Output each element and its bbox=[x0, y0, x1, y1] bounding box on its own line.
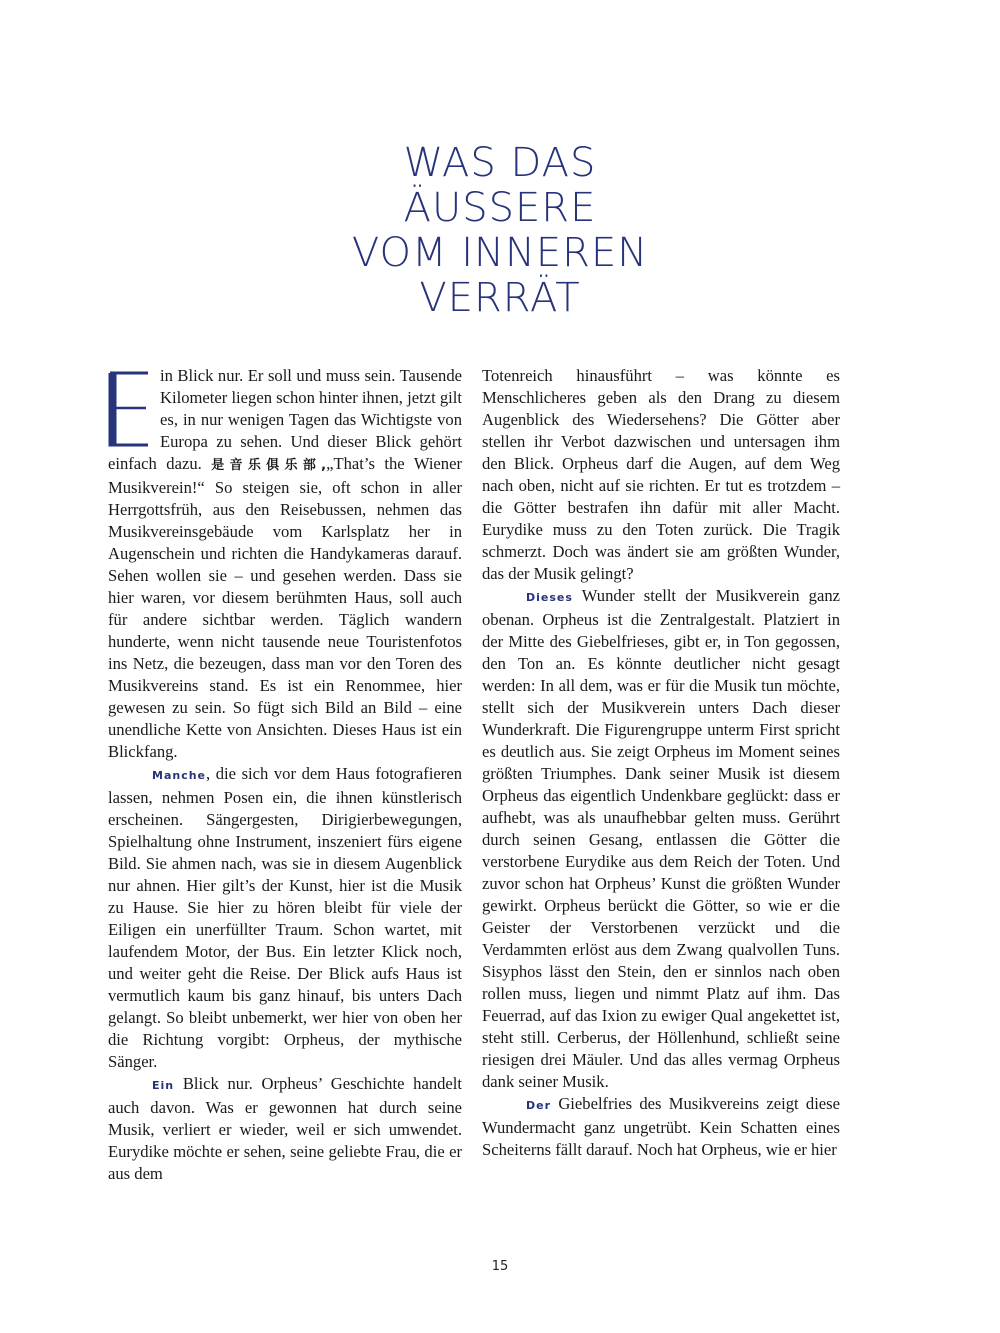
left-paragraph-1-text: in Blick nur. Er soll und muss sein. Tausende Kilometer liegen schon hinter ihnen, jetzt gilt es, in nur wenigen Tagen das Wichtigste von Europa zu sehen. Und dieser Blick gehört einfach dazu. bbox=[108, 366, 462, 473]
page-number: 15 bbox=[491, 1259, 509, 1274]
drop-cap-letter-e bbox=[108, 371, 150, 447]
title-line-1: WAS DAS bbox=[403, 140, 597, 186]
right-paragraph-3 bbox=[482, 1093, 840, 1161]
right-paragraph-1: Totenreich hinausführt – was könnte es Menschlicheres geben als den Drang zu diesem Augenblick des Wiedersehens? Die Götter aber stellen ihr Verbot dazwischen und untersagen ihm den Blick. Orpheus darf die Augen, auf dem Weg nach oben, nicht auf sie richten. Er tut es trotzdem – die Götter bestrafen ihn dafür mit aller Macht. Eurydike muss zu den Toten zurück. Die Tragik schmerzt. Doch was ändert sie am größten Wunder, das der Musik gelingt? bbox=[482, 366, 840, 583]
right-paragraph-2-text: Wunder stellt der Musikverein ganz obenan. Orpheus ist die Zentralgestalt. Platziert in der Mitte des Giebelfrieses, gibt er, in Ton gegossen, den Ton an. Es könnte deutlicher nicht gesagt werden: In all dem, was er für die Musik tun möchte, stellt sich der Musikverein unters Dach dieser Wunderkraft. Die Figurengruppe unterm First spricht es deutlich aus. Sie zeigt Orpheus im Moment seines größten Triumphes. Dank seiner Musik ist diesem Orpheus das eigentlich Undenkbare geglückt: dass er aufhebt, was als unaufhebbar gelten muss. Gerührt durch seinen Gesang, entlassen die Götter die verstorbene Eurydike aus dem Reich der Toten. Und zuvor schon hat Orpheus’ Kunst die größten Wunder gewirkt. Orpheus berückt die Götter, so wie er die Geister der Verstorbenen verzückt und die Verdammten erlöst aus dem Zwang qualvollen Tuns. Sisyphos lässt den Stein, den er sinnlos nach oben rollen muss, liegen und nimmt Platz auf ihm. Das Feuerrad, auf das Ixion zu ewiger Qual angekettet ist, steht still. Cerberus, der Höllenhund, schließt seine riesigen drei Mäuler. Und das alles vermag Orpheus dank seiner Musik. bbox=[482, 586, 840, 1091]
lead-word-der: Der bbox=[526, 1099, 552, 1112]
title-line-3: VOM INNEREN bbox=[351, 230, 649, 276]
chinese-phrase: 是音乐俱乐部, bbox=[211, 458, 327, 473]
left-paragraph-2 bbox=[108, 763, 462, 1073]
drop-cap bbox=[108, 371, 150, 447]
left-paragraph-1-rest: „That’s the Wiener Musikverein!“ So steigen sie, oft schon in aller Herrgottsfrüh, aus den Reisebussen, nehmen das Musikvereinsgebäude vom Karlsplatz her in Augenschein und richten die Handykameras darauf. Sehen wollen sie – und gesehen werden. Dass sie hier waren, vor diesem berühmten Haus, soll auch für andere sichtbar werden. Täglich wandern hunderte, wenn nicht tausende neue Touristenfotos ins Netz, die bezeugen, dass man vor den Toren des Musikvereins stand. Es ist ein Renommee, hier gewesen zu sein. So fügt sich Bild an Bild – eine unendliche Kette von Ansichten. Dieses Haus ist ein Blickfang. bbox=[108, 454, 462, 761]
article-title bbox=[0, 141, 1000, 321]
left-column bbox=[108, 365, 462, 1185]
lead-word-manche: Manche bbox=[152, 769, 207, 782]
right-paragraph-2 bbox=[482, 585, 840, 1093]
left-paragraph-3-text: Blick nur. Orpheus’ Geschichte handelt auch davon. Was er gewonnen hat durch seine Musik, verliert er wieder, weil er sich umwendet. Eurydike möchte er sehen, seine geliebte Frau, die er aus dem bbox=[108, 1074, 462, 1183]
right-paragraph-3-text: Giebelfries des Musikvereins zeigt diese Wundermacht ganz ungetrübt. Kein Schatten eines Scheiterns fällt darauf. Noch hat Orpheus, wie er hier bbox=[482, 1094, 840, 1159]
left-paragraph-3 bbox=[108, 1073, 462, 1185]
title-line-2: ÄUSSERE bbox=[403, 185, 597, 231]
right-column bbox=[482, 365, 840, 1161]
lead-word-ein: Ein bbox=[152, 1079, 175, 1092]
title-line-4: VERRÄT bbox=[419, 275, 581, 321]
left-paragraph-1 bbox=[108, 365, 462, 763]
left-paragraph-2-text: , die sich vor dem Haus fotografieren lassen, nehmen Posen ein, die ihnen künstlerisch erscheinen. Sängergesten, Dirigierbewegungen, Spielhaltung ohne Instrument, inszeniert fürs eigene Bild. Sie ahmen nach, was sie in diesem Augenblick nur ahnen. Hier gilt’s der Kunst, hier ist die Musik zu Hause. Sie hier zu hören bleibt für viele der Eiligen ein unerfüllter Traum. Schon wartet, mit laufendem Motor, der Bus. Ein letzter Klick noch, und weiter geht die Reise. Der Blick aufs Haus ist vermutlich kaum bis ganz hinauf, bis unters Dach gelangt. So bleibt unbemerkt, wer hier von oben her die Richtung vorgibt: Orpheus, der mythische Sänger. bbox=[108, 764, 462, 1071]
lead-word-dieses: Dieses bbox=[526, 591, 573, 604]
